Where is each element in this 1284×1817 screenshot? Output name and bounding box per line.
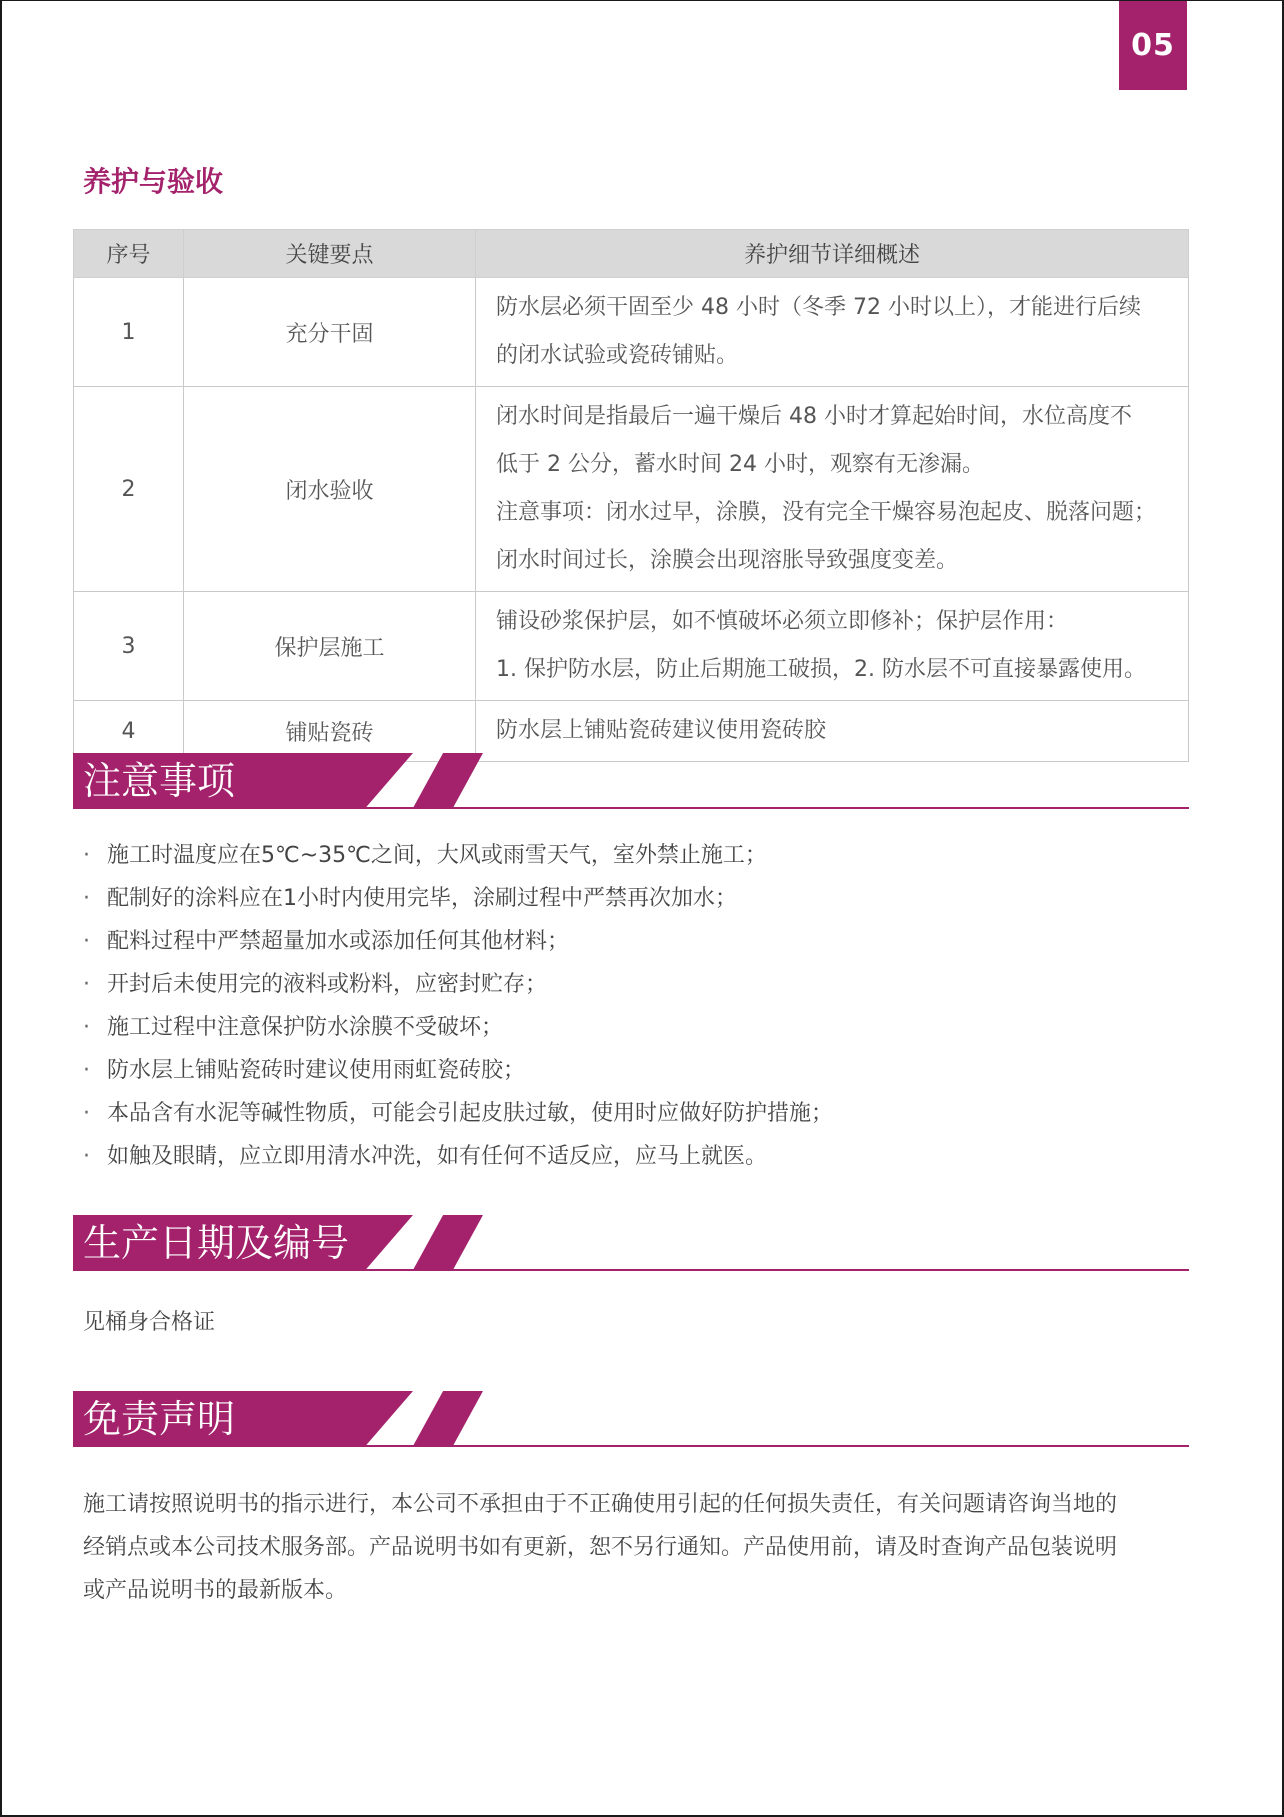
row-no: 1 [74,278,184,387]
list-item [83,1006,1183,1049]
disclaimer-text [83,1483,1193,1612]
header-stripe-shape [413,1215,483,1270]
production-section-title: 生产日期及编号 [83,1221,350,1265]
disclaimer-section-header [73,1391,1189,1449]
header-no: 序号 [74,230,184,278]
detail-line: 1. 保护防水层，防止后期施工破损，2. 防水层不可直接暴露使用。 [496,657,1146,682]
bullet-dot: · [83,929,90,954]
notes-section-header [73,753,1189,811]
notes-list [83,834,1183,1178]
list-item-text: 施工时温度应在5℃~35℃之间，大风或雨雪天气，室外禁止施工； [107,843,767,868]
page-number: 05 [1131,27,1175,63]
detail-line: 铺设砂浆保护层，如不慎破坏必须立即修补；保护层作用： [496,609,1069,634]
header-key-point: 关键要点 [184,230,476,278]
list-item [83,1135,1183,1178]
detail-line: 闭水时间是指最后一遍干燥后 48 小时才算起始时间，水位高度不 [496,404,1132,429]
disclaimer-line: 施工请按照说明书的指示进行，本公司不承担由于不正确使用引起的任何损失责任，有关问题请咨询当地的 [83,1492,1118,1517]
bullet-dot: · [83,1015,90,1040]
list-item [83,963,1183,1006]
detail-line: 低于 2 公分，蓄水时间 24 小时，观察有无渗漏。 [496,452,984,477]
disclaimer-section-title: 免责声明 [83,1397,236,1441]
list-item-text: 本品含有水泥等碱性物质，可能会引起皮肤过敏，使用时应做好防护措施； [107,1101,834,1126]
list-item-text: 防水层上铺贴瓷砖时建议使用雨虹瓷砖胶； [107,1058,526,1083]
header-detail: 养护细节详细概述 [476,230,1189,278]
header-rule [73,1445,1189,1447]
care-section-title: 养护与验收 [83,165,224,198]
bullet-dot: · [83,843,90,868]
detail-line: 的闭水试验或瓷砖铺贴。 [496,343,739,368]
production-text: 见桶身合格证 [83,1310,216,1335]
detail-line: 防水层必须干固至少 48 小时（冬季 72 小时以上），才能进行后续 [496,295,1141,320]
row-detail [476,592,1189,701]
list-item-text: 配制好的涂料应在1小时内使用完毕，涂刷过程中严禁再次加水； [107,886,737,911]
bullet-dot: · [83,886,90,911]
row-detail [476,387,1189,592]
list-item [83,877,1183,920]
table-row [74,278,1189,387]
list-item-text: 如触及眼睛，应立即用清水冲洗，如有任何不适反应，应马上就医。 [107,1144,768,1169]
disclaimer-line: 经销点或本公司技术服务部。产品说明书如有更新，恕不另行通知。产品使用前，请及时查询产品包装说明 [83,1535,1118,1560]
table-row [74,592,1189,701]
detail-line: 注意事项：闭水过早，涂膜，没有完全干燥容易泡起皮、脱落问题； [496,500,1157,525]
row-no: 4 [74,701,184,762]
care-table [73,229,1189,762]
bullet-dot: · [83,972,90,997]
list-item-text: 配料过程中严禁超量加水或添加任何其他材料； [107,929,570,954]
list-item [83,1092,1183,1135]
list-item [83,1049,1183,1092]
bullet-dot: · [83,1144,90,1169]
table-header-row [74,230,1189,278]
production-section-header [73,1215,1189,1273]
list-item [83,834,1183,877]
row-key: 充分干固 [184,278,476,387]
page-number-tab [1119,0,1187,90]
detail-line: 防水层上铺贴瓷砖建议使用瓷砖胶 [496,718,827,743]
header-stripe-shape [413,1391,483,1446]
disclaimer-line: 或产品说明书的最新版本。 [83,1578,348,1603]
header-stripe-shape [413,753,483,808]
list-item [83,920,1183,963]
list-item-text: 施工过程中注意保护防水涂膜不受破坏； [107,1015,504,1040]
header-rule [73,807,1189,809]
list-item-text: 开封后未使用完的液料或粉料，应密封贮存； [107,972,548,997]
row-no: 2 [74,387,184,592]
bullet-dot: · [83,1101,90,1126]
row-key: 保护层施工 [184,592,476,701]
detail-line: 闭水时间过长，涂膜会出现溶胀导致强度变差。 [496,548,959,573]
row-key: 闭水验收 [184,387,476,592]
notes-section-title: 注意事项 [83,759,236,803]
row-detail [476,278,1189,387]
bullet-dot: · [83,1058,90,1083]
row-no: 3 [74,592,184,701]
table-row [74,387,1189,592]
row-key: 铺贴瓷砖 [184,701,476,762]
